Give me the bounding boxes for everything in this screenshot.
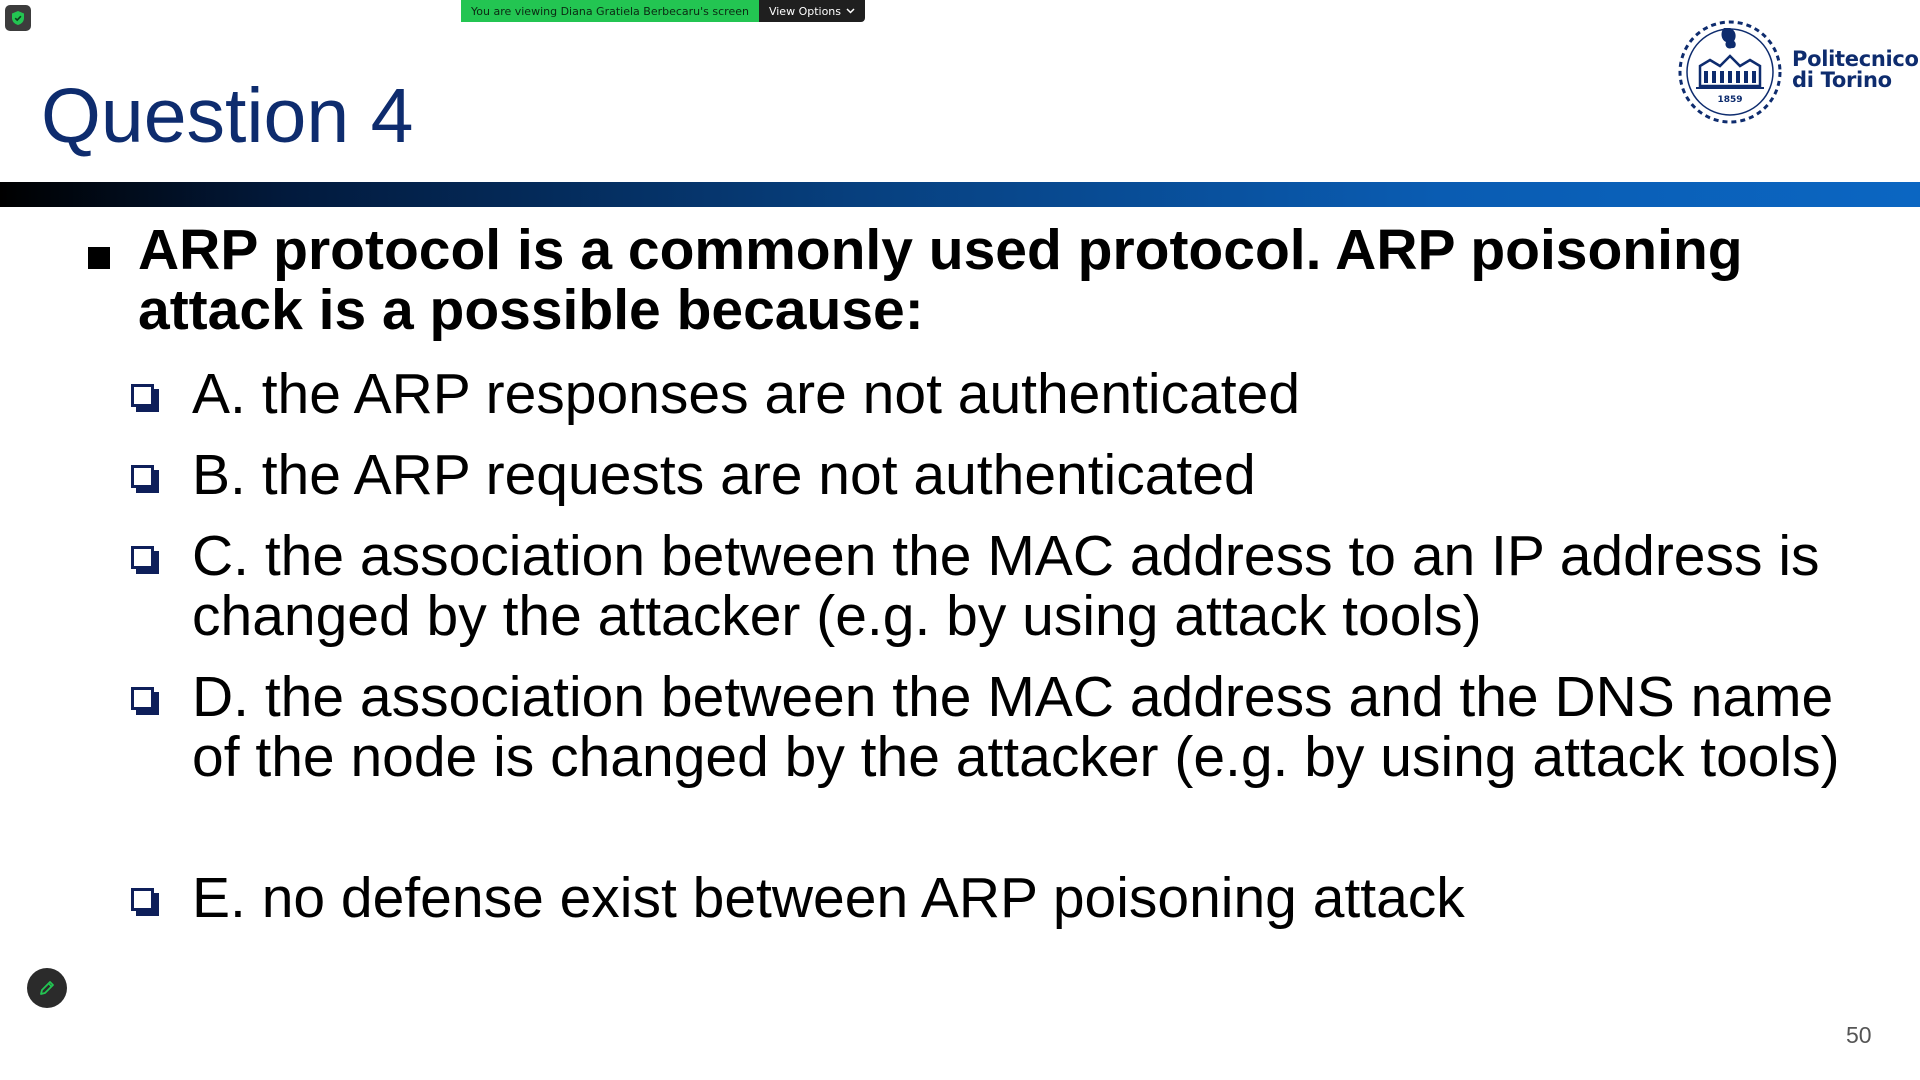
university-logo xyxy=(1674,16,1919,124)
question-bullet xyxy=(88,247,110,269)
security-status-button[interactable] xyxy=(5,5,31,31)
option-c-text: C. the association between the MAC address to an IP address is changed by the attacker (e.g. by using attack tools) xyxy=(192,524,1820,648)
view-options-button[interactable] xyxy=(759,0,865,22)
option-c-checkbox xyxy=(131,546,156,571)
option-e-text: E. no defense exist between ARP poisoning attack xyxy=(192,866,1465,930)
option-d-checkbox xyxy=(131,687,156,712)
chevron-down-icon xyxy=(846,8,855,14)
option-b-checkbox xyxy=(131,465,156,490)
screen-share-banner xyxy=(461,0,865,22)
viewing-notice: You are viewing Diana Gratiela Berbecaru's screen xyxy=(461,0,759,22)
view-options-label: View Options xyxy=(768,4,842,18)
option-d-text: D. the association between the MAC address and the DNS name of the node is changed by the attacker (e.g. by using attack tools) xyxy=(192,665,1840,789)
logo-line-2: di Torino xyxy=(1792,68,1892,92)
slide-title: Question 4 xyxy=(41,73,414,159)
title-divider-bar xyxy=(0,182,1920,207)
annotate-button[interactable] xyxy=(27,968,67,1008)
university-seal-icon xyxy=(1674,16,1786,124)
pen-icon xyxy=(38,979,56,997)
shield-icon xyxy=(10,10,26,26)
option-a-text: A. the ARP responses are not authenticated xyxy=(192,362,1301,426)
option-a-checkbox xyxy=(131,384,156,409)
slide-page-number: 50 xyxy=(1846,1022,1872,1048)
question-text: ARP protocol is a commonly used protocol. ARP poisoning attack is a possible because: xyxy=(138,218,1743,342)
logo-line-1: Politecnico xyxy=(1792,47,1919,71)
logo-year: 1859 xyxy=(1717,95,1743,105)
option-e-checkbox xyxy=(131,888,156,913)
option-b-text: B. the ARP requests are not authenticated xyxy=(192,443,1256,507)
